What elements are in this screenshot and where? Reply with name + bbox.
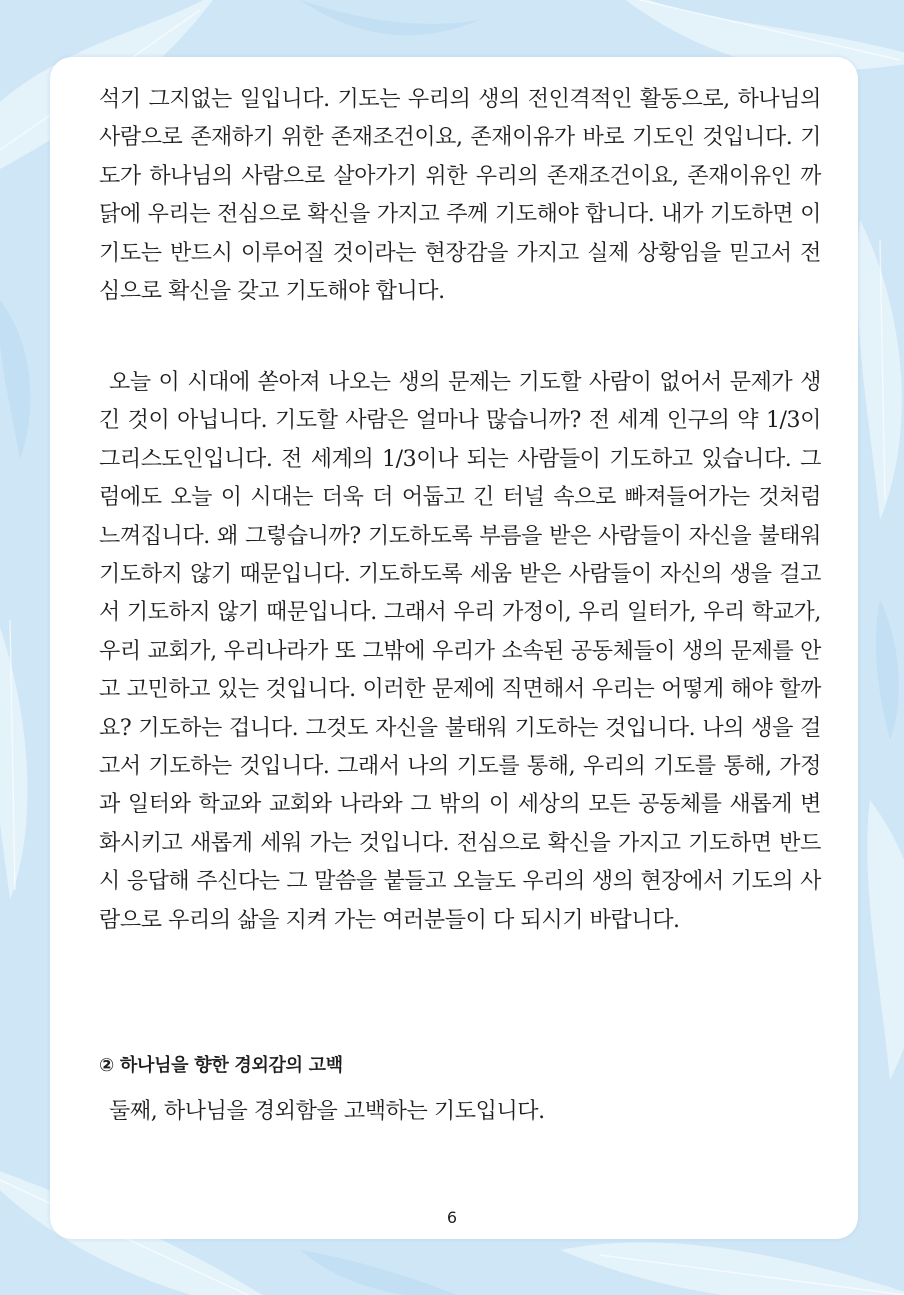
section-paragraph: 둘째, 하나님을 경외함을 고백하는 기도입니다.: [109, 1099, 545, 1124]
body-paragraph: 오늘 이 시대에 쏟아져 나오는 생의 문제는 기도할 사람이 없어서 문제가 생긴 것이 아닙니다. 기도할 사람은 얼마나 많습니까? 전 세계 인구의 약 1/3이 그리스도인입니다. 전 세계의 1/3이나 되는 사람들이 기도하고 있습니다. 그럼에도 오늘 이 시대는 더욱 더 어둡고 긴 터널 속으로 빠져들어가는 것처럼 느껴집니다. 왜 그렇습니까? 기도하도록 부름을 받은 사람들이 자신을 불태워 기도하지 않기 때문입니다. 기도하도록 세움 받은 사람들이 자신의 생을 걸고서 기도하지 않기 때문입니다. 그래서 우리 가정이, 우리 일터가, 우리 학교가, 우리 교회가, 우리나라가 또 그밖에 우리가 소속된 공동체들이 생의 문제를 안고 고민하고 있는 것입니다. 이러한 문제에 직면해서 우리는 어떻게 해야 할까요? 기도하는 겁니다. 그것도 자신을 불태워 기도하는 것입니다. 나의 생을 걸고서 기도하는 것입니다. 그래서 나의 기도를 통해, 우리의 기도를 통해, 가정과 일터와 학교와 교회와 나라와 그 밖의 이 세상의 모든 공동체를 새롭게 변화시키고 새롭게 세워 가는 것입니다. 전심으로 확신을 가지고 기도하면 반드시 응답해 주신다는 그 말씀을 붙들고 오늘도 우리의 생의 현장에서 기도의 사람으로 우리의 삶을 지켜 가는 여러분들이 다 되시기 바랍니다.: [99, 370, 821, 933]
page-number: 6: [446, 1208, 458, 1227]
body-paragraph: 석기 그지없는 일입니다. 기도는 우리의 생의 전인격적인 활동으로, 하나님의 사람으로 존재하기 위한 존재조건이요, 존재이유가 바로 기도인 것입니다. 기도가 하나님의 사람으로 살아가기 위한 우리의 존재조건이요, 존재이유인 까닭에 우리는 전심으로 확신을 가지고 주께 기도해야 합니다. 내가 기도하면 이 기도는 반드시 이루어질 것이라는 현장감을 가지고 실제 상황임을 믿고서 전심으로 확신을 갖고 기도해야 합니다.: [99, 87, 821, 305]
section-heading: ② 하나님을 향한 경외감의 고백: [99, 1055, 343, 1076]
